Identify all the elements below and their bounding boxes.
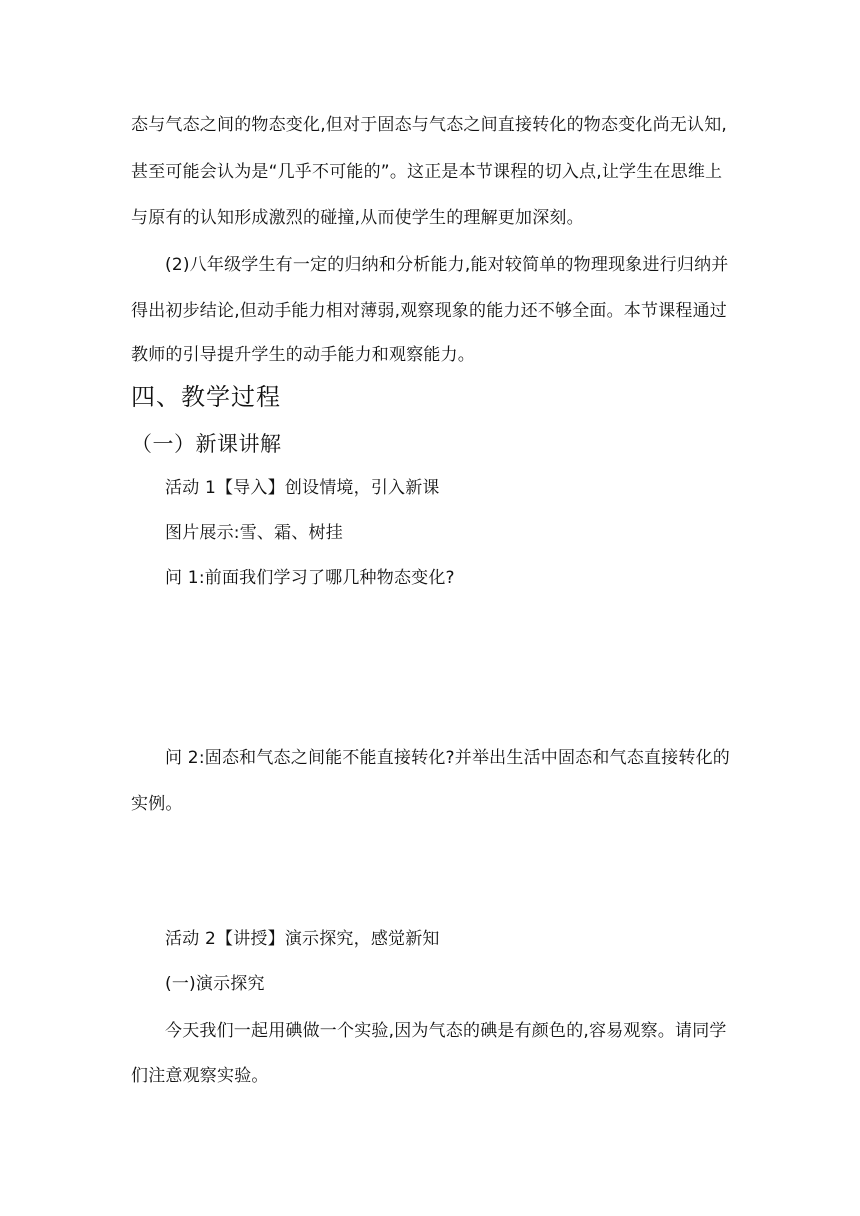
subheading-line: (一)演示探究 [165, 974, 265, 994]
activity-title: 活动 1【导入】创设情境，引入新课 [165, 478, 440, 498]
question-line: 问 2:固态和气态之间能不能直接转化?并举出生活中固态和气态直接转化的 [165, 748, 730, 768]
activity-title: 活动 2【讲授】演示探究，感觉新知 [165, 929, 440, 949]
paragraph-line: 与原有的认知形成激烈的碰撞,从而使学生的理解更加深刻。 [131, 208, 584, 228]
paragraph-line: (2)八年级学生有一定的归纳和分析能力,能对较简单的物理现象进行归纳并 [165, 255, 729, 275]
paragraph-line: 得出初步结论,但动手能力相对薄弱,观察现象的能力还不够全面。本节课程通过 [131, 301, 728, 321]
section-heading: 四、教学过程 [131, 383, 281, 411]
paragraph-line: 甚至可能会认为是“几乎不可能的”。这正是本节课程的切入点,让学生在思维上 [131, 162, 723, 182]
paragraph-line: 态与气态之间的物态变化,但对于固态与气态之间直接转化的物态变化尚无认知, [131, 115, 728, 135]
paragraph-line: 今天我们一起用碘做一个实验,因为气态的碘是有颜色的,容易观察。请同学 [165, 1021, 727, 1041]
paragraph-line: 图片展示:雪、霜、树挂 [165, 523, 343, 543]
question-line: 问 1:前面我们学习了哪几种物态变化? [165, 568, 455, 588]
paragraph-line: 教师的引导提升学生的动手能力和观察能力。 [131, 345, 475, 365]
paragraph-line: 们注意观察实验。 [131, 1066, 269, 1086]
question-line: 实例。 [131, 794, 183, 814]
subsection-heading: （一）新课讲解 [131, 432, 282, 456]
